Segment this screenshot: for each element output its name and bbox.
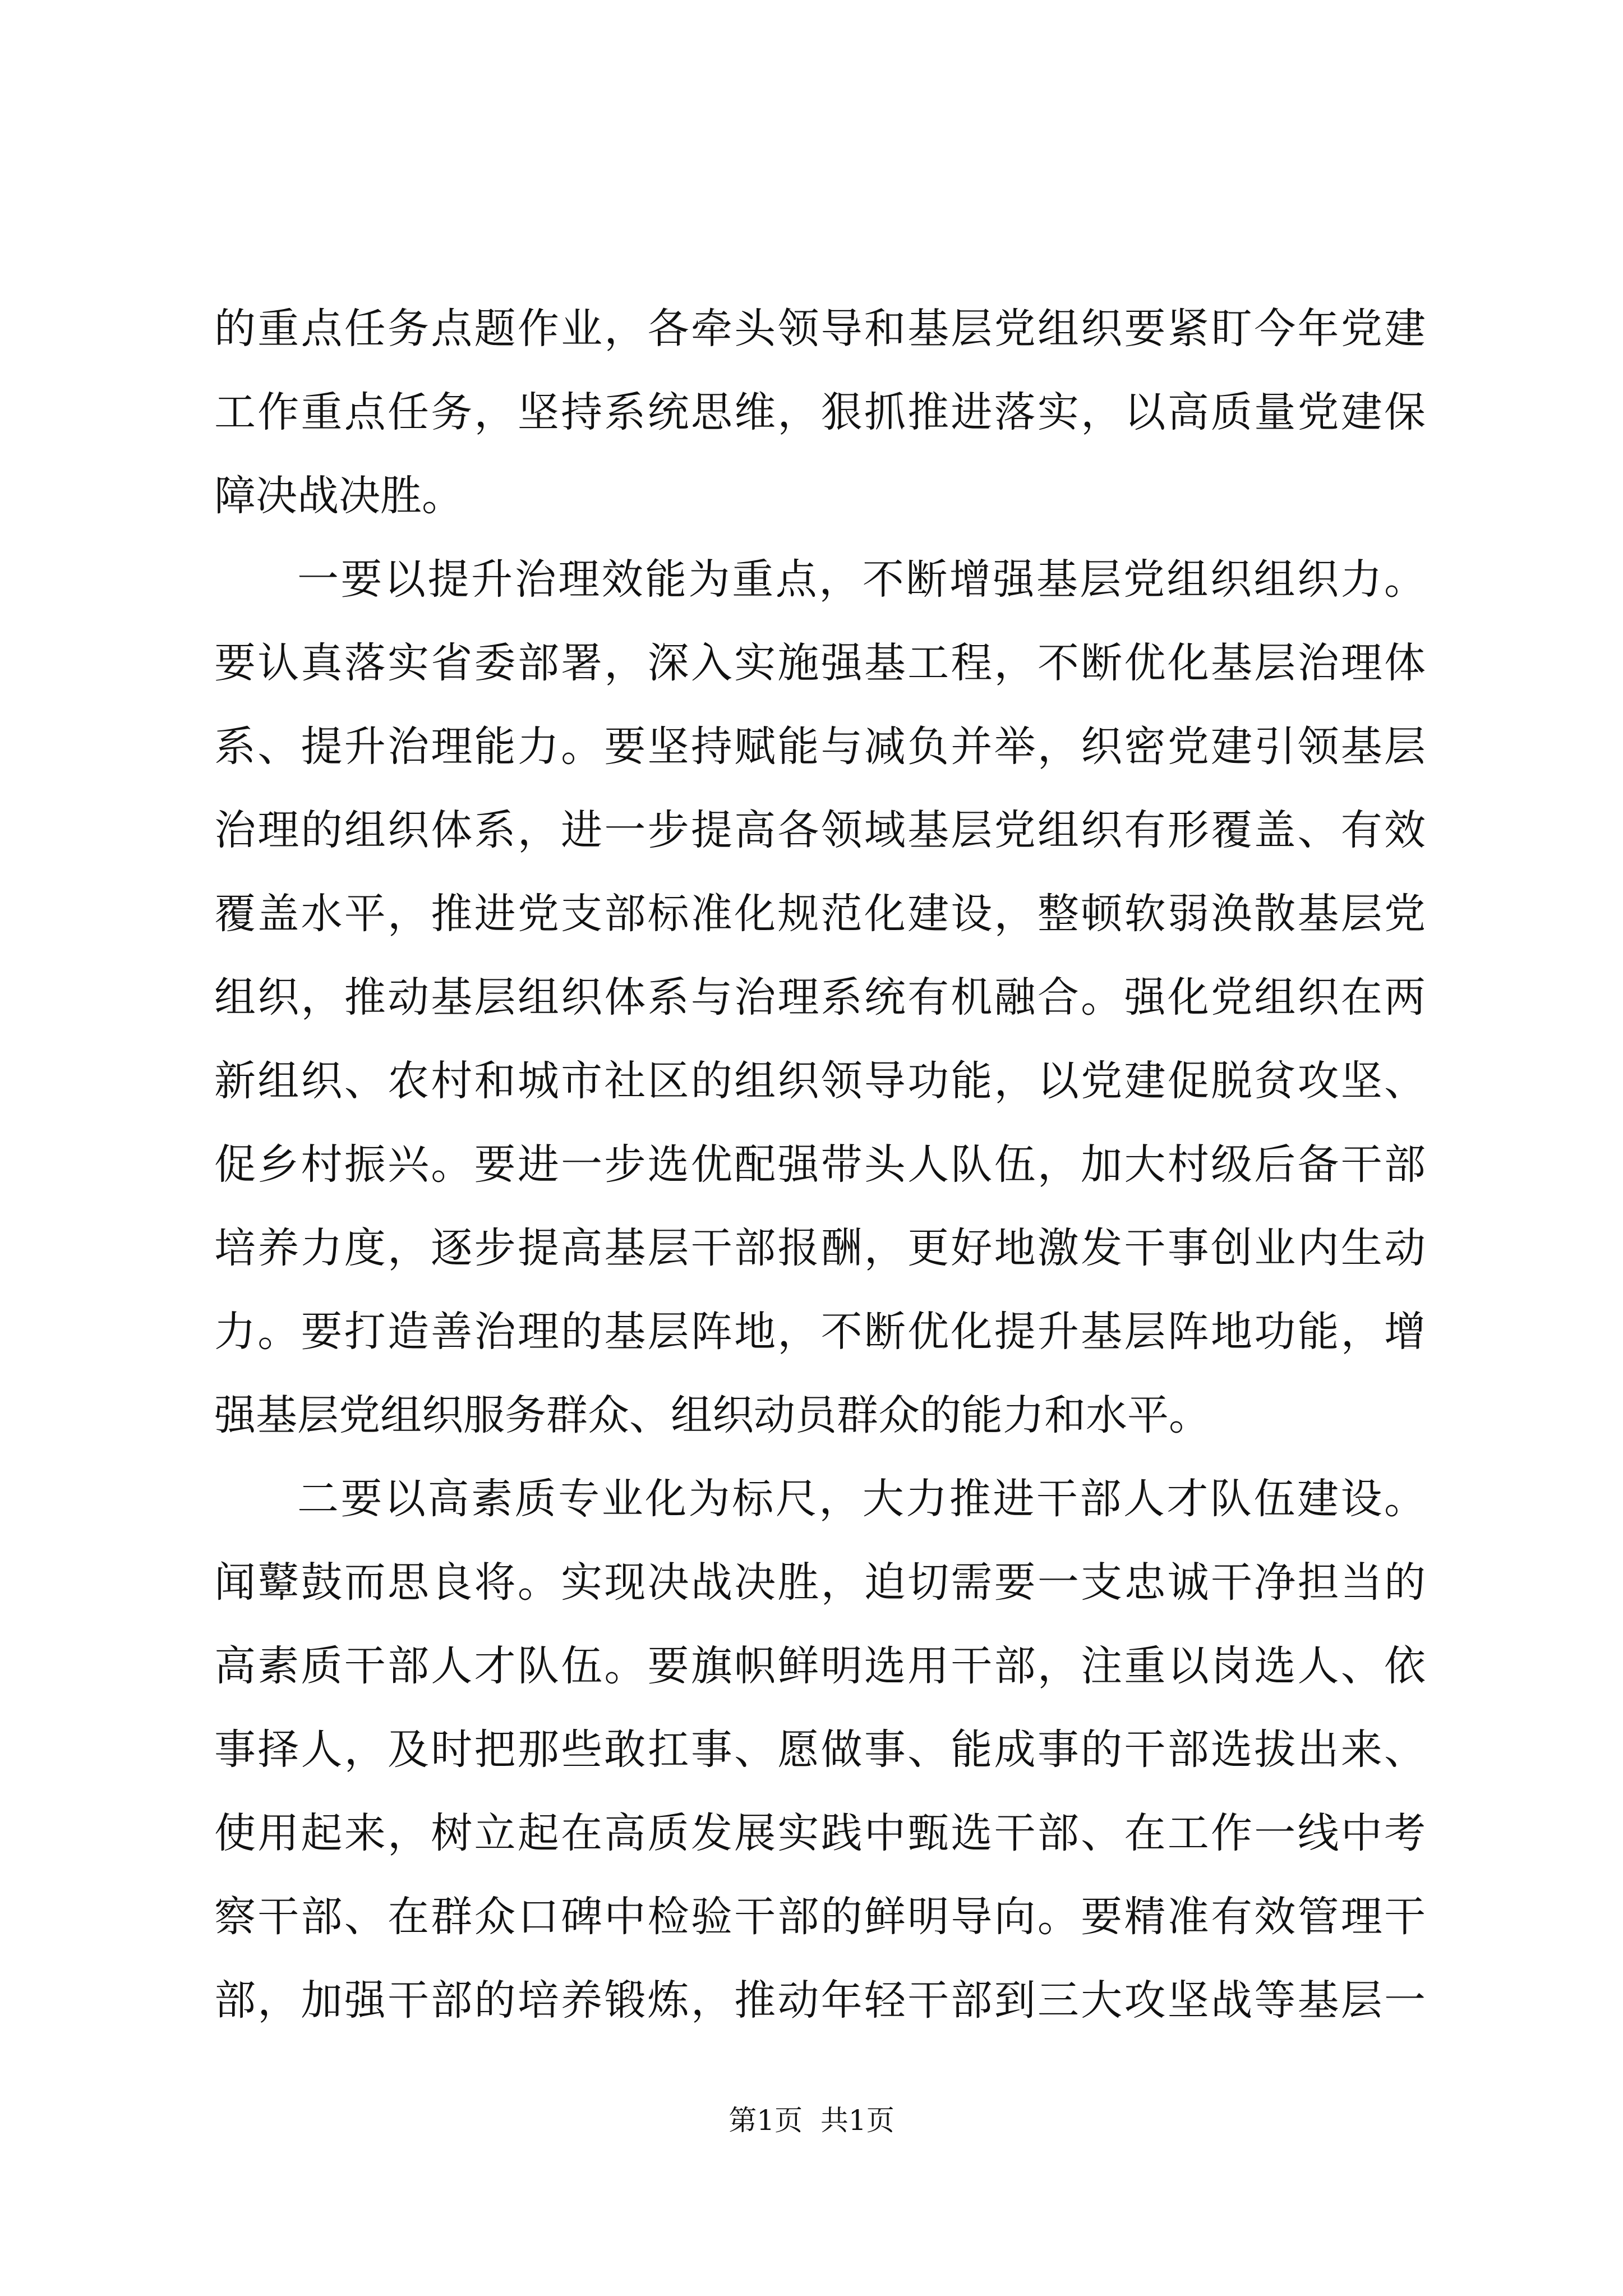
- text-line: 二要以高素质专业化为标尺，大力推进干部人才队伍建设。: [297, 1475, 1426, 1523]
- text-line: 要认真落实省委部署，深入实施强基工程，不断优化基层治理体: [214, 639, 1426, 687]
- text-line: 闻鼙鼓而思良将。实现决战决胜，迫切需要一支忠诚干净担当的: [214, 1558, 1426, 1607]
- text-line: 促乡村振兴。要进一步选优配强带头人队伍，加大村级后备干部: [214, 1140, 1426, 1189]
- page-current-number: 1: [757, 2104, 775, 2137]
- page-label-middle: 页 共: [774, 2104, 849, 2137]
- text-line: 治理的组织体系，进一步提高各领域基层党组织有形覆盖、有效: [214, 806, 1426, 854]
- text-line: 事择人，及时把那些敢扛事、愿做事、能成事的干部选拔出来、: [214, 1726, 1426, 1774]
- text-line: 培养力度，逐步提高基层干部报酬，更好地激发干事创业内生动: [214, 1224, 1426, 1272]
- text-line: 覆盖水平，推进党支部标准化规范化建设，整顿软弱涣散基层党: [214, 890, 1426, 938]
- text-line: 工作重点任务，坚持系统思维，狠抓推进落实，以高质量党建保: [214, 388, 1426, 436]
- page-footer: [0, 2098, 1623, 2143]
- text-line: 障决战决胜。: [214, 472, 463, 520]
- text-line: 组织，推动基层组织体系与治理系统有机融合。强化党组织在两: [214, 973, 1426, 1022]
- text-line: 的重点任务点题作业，各牵头领导和基层党组织要紧盯今年党建: [214, 305, 1426, 353]
- text-line: 力。要打造善治理的基层阵地，不断优化提升基层阵地功能，增: [214, 1308, 1426, 1356]
- text-line: 察干部、在群众口碑中检验干部的鲜明导向。要精准有效管理干: [214, 1893, 1426, 1941]
- text-line: 一要以提升治理效能为重点，不断增强基层党组织组织力。: [297, 555, 1426, 604]
- page-label-prefix: 第: [728, 2104, 757, 2137]
- text-line: 使用起来，树立起在高质发展实践中甄选干部、在工作一线中考: [214, 1809, 1426, 1857]
- text-line: 高素质干部人才队伍。要旗帜鲜明选用干部，注重以岗选人、依: [214, 1642, 1426, 1690]
- text-line: 强基层党组织服务群众、组织动员群众的能力和水平。: [214, 1391, 1210, 1439]
- text-line: 部，加强干部的培养锻炼，推动年轻干部到三大攻坚战等基层一: [214, 1976, 1426, 2024]
- text-line: 新组织、农村和城市社区的组织领导功能，以党建促脱贫攻坚、: [214, 1057, 1426, 1105]
- text-line: 系、提升治理能力。要坚持赋能与减负并举，织密党建引领基层: [214, 723, 1426, 771]
- page-total-number: 1: [848, 2104, 866, 2137]
- page-label-suffix: 页: [866, 2104, 895, 2137]
